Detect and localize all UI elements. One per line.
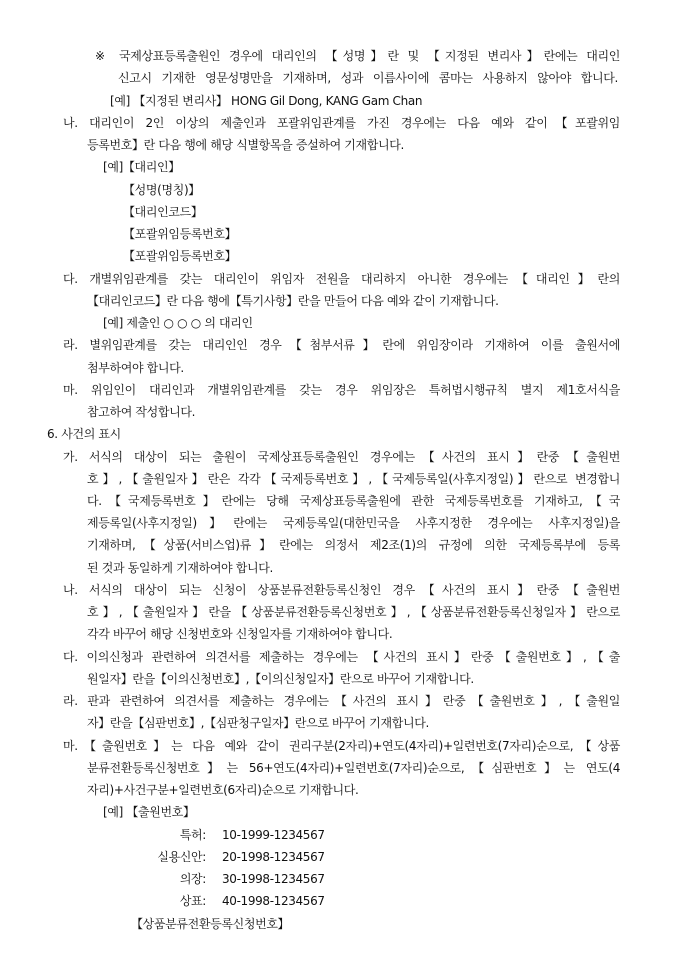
item-ga-cont: 기재하며,【상품(서비스업)류】란에는 의정서 제2조(1)의 규정에 의한 국제등록부에 등록 xyxy=(87,538,620,552)
note-line: ※ 국제상표등록출원인 경우에 대리인의 【성명】란 및 【지정된 변리사】란에는 대리인 xyxy=(95,49,620,63)
item-ra-cont: 첨부하여야 합니다. xyxy=(87,361,184,375)
example-field: 【포괄위임등록번호】 xyxy=(123,249,237,263)
item-ga-cont: 다.【국제등록번호】란에는 당해 국제상표등록출원에 관한 국제등록번호를 기재하고,【국 xyxy=(87,494,620,508)
item-na-cont: 등록번호】란 다음 행에 해당 식별항목을 증설하여 기재합니다. xyxy=(87,138,404,152)
item-ma-cont: 참고하여 작성합니다. xyxy=(87,405,196,419)
section-heading: 6. 사건의 표시 xyxy=(47,427,121,441)
item-da2: 다. 이의신청과 관련하여 의견서를 제출하는 경우에는 【사건의 표시】란중【출원번호】,【출 xyxy=(63,650,620,664)
item-na2-cont: 호】,【출원일자】란을【상품분류전환등록신청번호】,【상품분류전환등록신청일자】란으로 xyxy=(87,605,620,619)
application-number: 10-1999-1234567 xyxy=(222,828,325,842)
application-number: 30-1998-1234567 xyxy=(222,872,325,886)
item-ma2: 마.【출원번호】는 다음 예와 같이 권리구분(2자리)+연도(4자리)+일련번호(7자리)순으로,【상품 xyxy=(63,739,620,753)
example-line: [예] 【지정된 변리사】 HONG Gil Dong, KANG Gam Chan xyxy=(110,94,423,108)
item-ra2-cont: 자】란을【심판번호】,【심판청구일자】란으로 바꾸어 기재합니다. xyxy=(87,716,429,730)
item-ma2-cont: 분류전환등록신청번호】는 56+연도(4자리)+일련번호(7자리)순으로,【심판번호】는 연도(4 xyxy=(87,761,620,775)
example-line: [예] 제출인 ○ ○ ○ 의 대리인 xyxy=(103,316,253,330)
example-field: 【성명(명칭)】 xyxy=(123,183,200,197)
item-ra2: 라. 판과 관련하여 의견서를 제출하는 경우에는【사건의 표시】란중【출원번호】,【출원일 xyxy=(63,694,620,708)
item-da: 다. 개별위임관계를 갖는 대리인이 위임자 전원을 대리하지 아니한 경우에는【대리인】란의 xyxy=(63,272,620,286)
example-field: 【포괄위임등록번호】 xyxy=(123,227,237,241)
item-ma: 마. 위임인이 대리인과 개별위임관계를 갖는 경우 위임장은 특허법시행규칙 별지 제1호서식을 xyxy=(63,383,620,397)
right-type-label: 의장: xyxy=(179,872,206,886)
item-ma2-cont: 자리)+사건구분+일련번호(6자리)순으로 기재합니다. xyxy=(87,783,359,797)
item-ga-cont: 된 것과 동일하게 기재하여야 합니다. xyxy=(87,561,273,575)
item-da2-cont: 원일자】란을【이의신청번호】,【이의신청일자】란으로 바꾸어 기재합니다. xyxy=(87,672,474,686)
example-field: 【대리인코드】 xyxy=(123,205,203,219)
application-number: 40-1998-1234567 xyxy=(222,894,325,908)
right-type-label: 상표: xyxy=(179,894,206,908)
example-line: [예]【대리인】 xyxy=(103,160,180,174)
example-line: [예] 【출원번호】 xyxy=(103,805,195,819)
item-na2-cont: 각각 바꾸어 해당 신청번호와 신청일자를 기재하여야 합니다. xyxy=(87,627,393,641)
right-type-label: 특허: xyxy=(179,828,206,842)
item-da-cont: 【대리인코드】란 다음 행에【특기사항】란을 만들어 다음 예와 같이 기재합니다. xyxy=(87,294,499,308)
example-field: 【상품분류전환등록신청번호】 xyxy=(131,917,290,931)
item-na2: 나. 서식의 대상이 되는 신청이 상품분류전환등록신청인 경우【사건의 표시】란중【출원번 xyxy=(63,583,620,597)
item-na: 나. 대리인이 2인 이상의 제출인과 포괄위임관계를 가진 경우에는 다음 예와 같이【포괄위임 xyxy=(63,116,620,130)
right-type-label: 실용신안: xyxy=(157,850,206,864)
item-ga: 가. 서식의 대상이 되는 출원이 국제상표등록출원인 경우에는【사건의 표시】란중【출원번 xyxy=(63,450,620,464)
application-number: 20-1998-1234567 xyxy=(222,850,325,864)
item-ga-cont: 호】,【출원일자】란은 각각【국제등록번호】,【국제등록일(사후지정일)】란으로 변경합니 xyxy=(87,472,620,486)
item-ga-cont: 제등록일(사후지정일)】란에는 국제등록일(대한민국을 사후지정한 경우에는 사후지정일)을 xyxy=(87,516,620,530)
item-ra: 라. 별위임관계를 갖는 대리인인 경우【첨부서류】란에 위임장이라 기재하여 이를 출원서에 xyxy=(63,338,620,352)
note-line: 신고시 기재한 영문성명만을 기재하며, 성과 이름사이에 콤마는 사용하지 않아야 합니다. xyxy=(118,71,618,85)
